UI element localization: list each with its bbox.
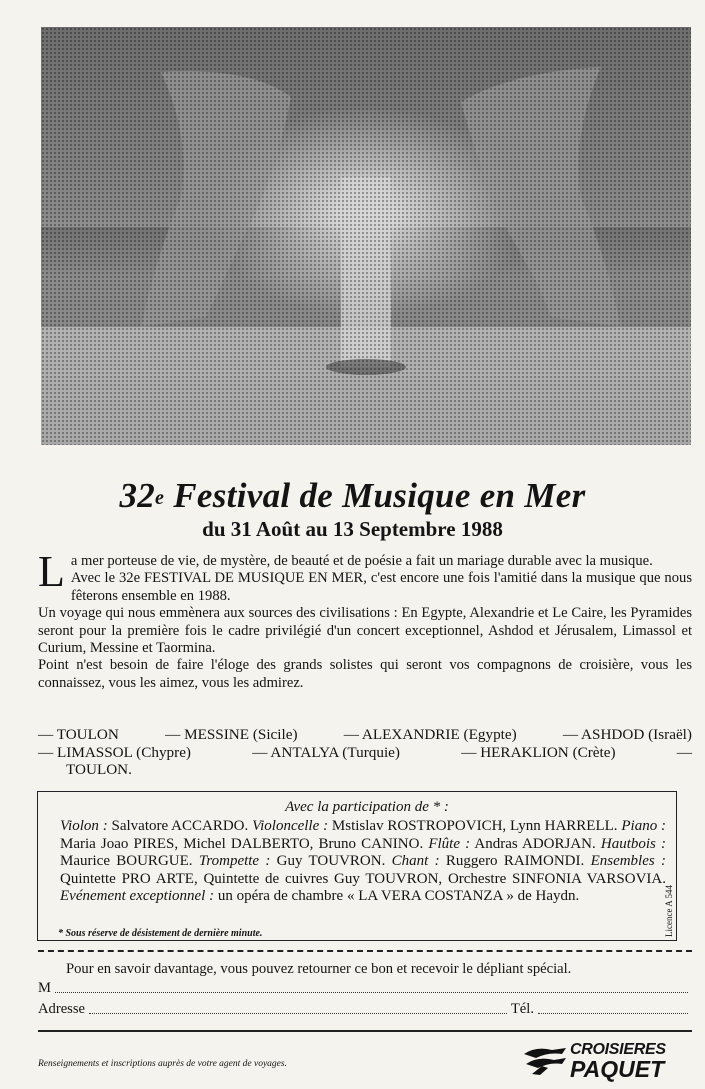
- croisieres-paquet-logo: [522, 1040, 692, 1080]
- festival-dates: du 31 Août au 13 Septembre 1988: [202, 517, 503, 541]
- halftone-glasses-image: [41, 27, 691, 445]
- intro-paragraph-2: Avec le 32e FESTIVAL DE MUSIQUE EN MER, c'est encore une fois l'amitié dans la musique que nous fêterons ensemble en 1988.: [70, 570, 692, 604]
- tel-fill-line[interactable]: [538, 1012, 688, 1014]
- coupon-intro: Pour en savoir davantage, vous pouvez retourner ce bon et recevoir le dépliant spécial.: [66, 961, 572, 977]
- footer-info: Renseignements et inscriptions auprès de votre agent de voyages.: [38, 1059, 287, 1069]
- intro-paragraph-4: Point n'est besoin de faire l'éloge des grands solistes qui seront vos compagnons de croisière, vous les connaissez, vous les aimez, vous les admirez.: [38, 657, 692, 691]
- intro-paragraph-1: La mer porteuse de vie, de mystère, de beauté et de poésie a fait un mariage durable avec la musique.: [38, 547, 653, 596]
- title-number: 32: [119, 476, 156, 515]
- title-text: Festival de Musique en Mer: [164, 476, 586, 515]
- festival-title: [0, 474, 705, 518]
- intro-text: [38, 547, 692, 692]
- name-fill-line[interactable]: [55, 991, 688, 993]
- header-photo: [41, 27, 691, 445]
- footer-divider: [38, 1030, 692, 1032]
- participation-heading: Avec la participation de * :: [285, 799, 449, 815]
- name-field[interactable]: [38, 980, 692, 997]
- address-field[interactable]: [38, 1001, 692, 1018]
- dropcap: L: [38, 547, 65, 596]
- licence-number: Licence A 544: [664, 885, 674, 937]
- itinerary: [38, 726, 692, 779]
- tel-label: Tél.: [510, 1001, 534, 1017]
- address-label: Adresse: [38, 1001, 86, 1017]
- cut-line: [38, 950, 692, 952]
- intro-paragraph-3: Un voyage qui nous emmènera aux sources des civilisations : En Egypte, Alexandrie et Le Caire, les Pyramides seront pour la première fois le cadre privilégié d'un concert exceptionnel, Ashdod et Jérusalem, Limassol et Curium, Messine et Taormina.: [38, 605, 692, 657]
- address-fill-line[interactable]: [89, 1012, 507, 1014]
- itinerary-row-1: — TOULON — MESSINE (Sicile) — ALEXANDRIE (Egypte) — ASHDOD (Israël): [38, 726, 692, 743]
- logo-line-1: CROISIERES: [570, 1041, 666, 1058]
- participation-list: Violon : Salvatore ACCARDO. Violoncelle : Mstislav ROSTROPOVICH, Lynn HARRELL. Piano : Maria Joao PIRES, Michel DALBERTO, Bruno CANINO. Flûte : Andras ADORJAN. Hautbois : Maurice BOURGUE. Trompette : Guy TOUVRON. Chant : Ruggero RAIMONDI. Ensembles : Quintette PRO ARTE, Quintette de cuivres Guy TOUVRON, Orchestre SINFONIA VARSOVIA. Evénement exceptionnel : un opéra de chambre « LA VERA COSTANZA » de Haydn.: [60, 818, 667, 905]
- itinerary-row-3: TOULON.: [66, 761, 132, 779]
- itinerary-row-2: — LIMASSOL (Chypre) — ANTALYA (Turquie) — HERAKLION (Crète) —: [38, 743, 692, 761]
- wave-emblem-icon: [522, 1044, 568, 1076]
- title-ordinal-suffix: e: [155, 487, 165, 509]
- name-label: M: [38, 980, 51, 996]
- participation-box: [37, 791, 677, 941]
- logo-line-2: PAQUET: [570, 1056, 665, 1082]
- disclaimer-note: * Sous réserve de désistement de dernière minute.: [58, 928, 263, 939]
